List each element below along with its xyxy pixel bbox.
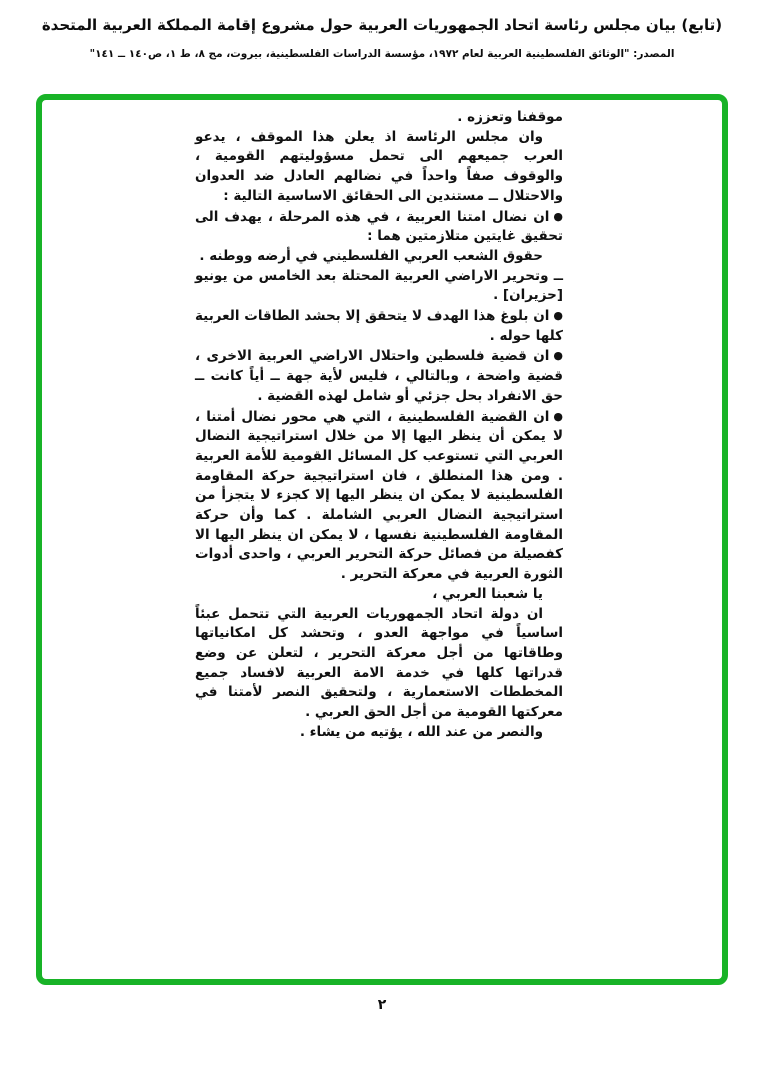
document-body	[195, 108, 563, 743]
paragraph-text: ان بلوغ هذا الهدف لا يتحقق إلا بحشد الطاقات العربية كلها حوله .	[195, 308, 563, 344]
paragraph-text: ان القضية الفلسطينية ، التي هي محور نضال أمتنا ، لا يمكن أن ينظر اليها إلا من خلال استراتيجية النضال العربي التي تستوعب كل المسائل القومية للأمة العربية . ومن هذا المنطلق ، فان استراتيجية حركة المقاومة الفلسطينية لا يمكن ان ينظر اليها إلا كجزء لا يتجزأ من استراتيجية النضال العربي الشاملة . كما وأن حركة المقاومة الفلسطينية نفسها ، لا يمكن ان ينظر اليها الا كفصيلة من فصائل حركة التحرير العربي ، واحدى أدوات الثورة العربية في معركة التحرير .	[195, 408, 563, 583]
bullet-paragraph	[195, 306, 563, 346]
bullet-icon: ●	[553, 409, 563, 423]
source-citation: المصدر: "الوثائق الفلسطينية العربية لعام ١٩٧٢، مؤسسة الدراسات الفلسطينية، بيروت، مج ٨، ط ١، ص١٤٠ ــ ١٤١"	[89, 48, 675, 60]
paragraph: وان مجلس الرئاسة اذ يعلن هذا الموقف ، يدعو العرب جميعهم الى تحمل مسؤوليتهم القومية ، والوقوف صفاً واحداً في نضالهم العادل ضد العدوان والاحتلال ــ مستندين الى الحقائق الاساسية التالية :	[195, 128, 563, 204]
page-number: ٢	[377, 997, 387, 1013]
paragraph-closing: والنصر من عند الله ، يؤتيه من يشاء .	[299, 723, 543, 740]
bullet-icon: ●	[553, 349, 563, 363]
paragraph-text: ان نضال امتنا العربية ، في هذه المرحلة ، يهدف الى تحقيق غايتين متلازمتين هما :	[195, 208, 563, 245]
bullet-icon: ●	[553, 309, 563, 323]
bullet-paragraph	[195, 407, 563, 585]
paragraph: حقوق الشعب العربي الفلسطيني في أرضه ووطنه .	[199, 247, 543, 264]
paragraph: ان دولة اتحاد الجمهوريات العربية التي تتحمل عبئاً اساسياً في مواجهة العدو ، وتحشد كل امكانياتها وطاقاتها من أجل معركة التحرير ، لتعلن عن وضع قدراتها كلها في خدمة الامة العربية لافساد جميع المخططات الاستعمارية ، ولتحقيق النصر لأمتنا في معركتها القومية من أجل الحق العربي .	[195, 605, 563, 721]
paragraph-text: ان قضية فلسطين واحتلال الاراضي العربية الاخرى ، قضية واضحة ، وبالتالي ، فليس لأية جهة ــ أياً كانت ــ حق الانفراد بحل جزئي أو شامل لهذه القضية .	[195, 348, 563, 404]
bullet-paragraph	[195, 207, 563, 247]
bullet-paragraph	[195, 346, 563, 406]
paragraph-address: يا شعبنا العربي ،	[432, 585, 543, 602]
bullet-icon: ●	[553, 209, 563, 223]
document-title: (تابع) بيان مجلس رئاسة اتحاد الجمهوريات العربية حول مشروع إقامة المملكة العربية المتحدة	[41, 16, 723, 34]
paragraph: ــ وتحرير الاراضي العربية المحتلة بعد الخامس من يونيو [حزيران] .	[195, 267, 563, 304]
paragraph-continuation: موقفنا وتعززه .	[457, 109, 563, 125]
